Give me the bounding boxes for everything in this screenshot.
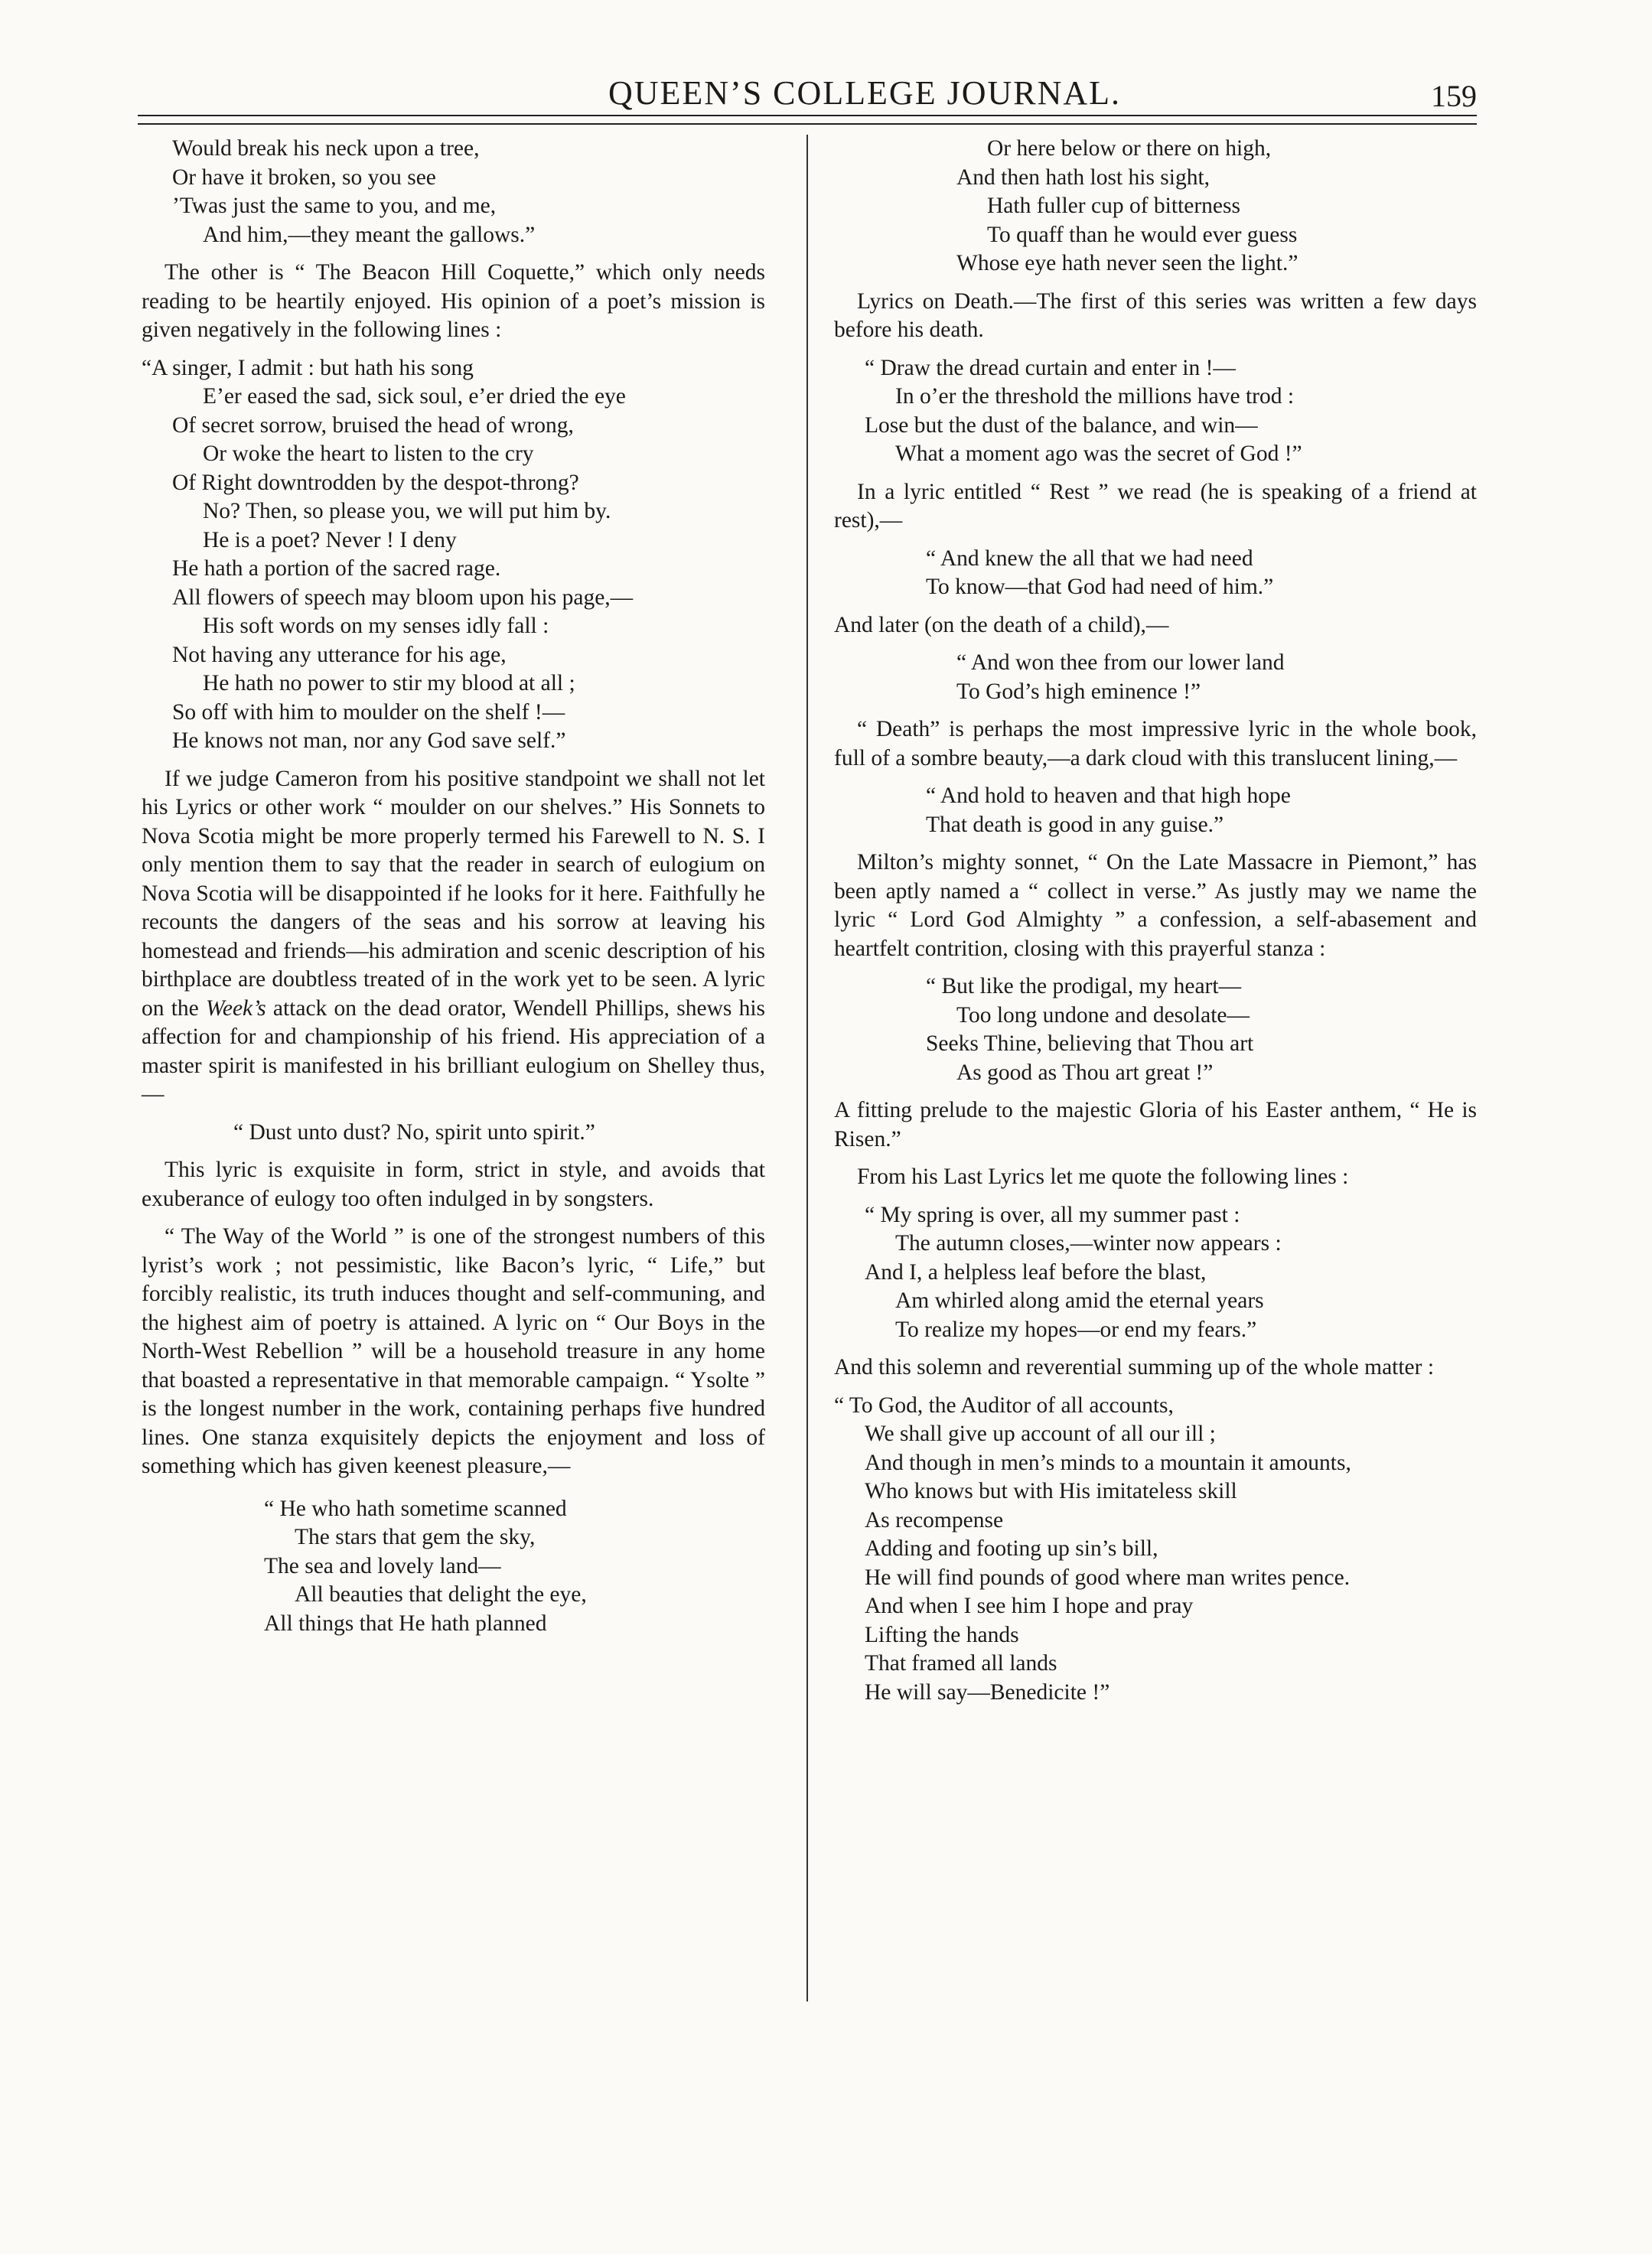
poem-line: Adding and footing up sin’s bill, [865,1536,1158,1561]
poem-line: Of secret sorrow, bruised the head of wrong, [172,412,574,438]
poem-spring [834,1201,1477,1345]
paragraph: “ The Way of the World ” is one of the strongest numbers of this lyrist’s work ; not pessimistic, like Bacon’s lyric, “ Life,” but forcibly realistic, its truth induces thought and self-communing, and the highest aim of poetry is attained. A lyric on “ Our Boys in the North-West Rebellion ” will be a household treasure in any home that boasted a representative in that memorable campaign. “ Ysolte ” is the longest number in the work, containing perhaps five hundred lines. One stanza exquisitely depicts the enjoyment and loss of something which has given keenest pleasure,— [142,1224,765,1478]
poem-line: That framed all lands [865,1651,1057,1676]
italic-title: Week’s [205,995,266,1021]
journal-title: QUEEN’S COLLEGE JOURNAL. [608,74,1122,112]
paragraph: In a lyric entitled “ Rest ” we read (he is speaking of a friend at rest),— [834,479,1477,533]
poem-line: Lifting the hands [865,1622,1019,1647]
poem-line: “ And hold to heaven and that high hope [926,783,1291,808]
page-header [138,73,1477,119]
left-column [142,135,765,1647]
poem-line: So off with him to moulder on the shelf !— [172,699,565,725]
poem-line: “ My spring is over, all my summer past : [865,1202,1240,1227]
poem-line: He hath no power to stir my blood at all ; [203,671,575,695]
paragraph: Milton’s mighty sonnet, “ On the Late Massacre in Piemont,” has been aptly named a “ collect in verse.” As justly may we name the lyric “ Lord God Almighty ” a confession, a self-abasement and heartfelt contrition, closing with this prayerful stanza : [834,850,1477,961]
poem-line: And then hath lost his sight, [956,164,1210,190]
poem-auditor [834,1392,1477,1708]
poem-line: All beauties that delight the eye, [295,1582,587,1607]
poem-line: And I, a helpless leaf before the blast, [865,1259,1207,1285]
poem-line: That death is good in any guise.” [926,812,1224,837]
poem-gallows-ending [142,135,765,249]
poem-line: Or have it broken, so you see [172,164,436,190]
poem-line: To realize my hopes—or end my fears.” [895,1317,1257,1342]
poem-line: To quaff than he would ever guess [987,222,1298,247]
poem-prodigal [834,972,1477,1087]
quote-shelley [142,1119,765,1148]
paragraph-text: attack on the dead orator, Wendell Phillips, shews his affection for and championship of his friend. His appreciation of a master spirit is manifested in his brilliant eulogium on Shelley thus,— [142,995,765,1106]
poem-line: “ He who hath sometime scanned [264,1496,567,1521]
poem-line: Who knows but with His imitateless skill [865,1479,1237,1503]
poem-death [834,782,1477,839]
poem-line: No? Then, so please you, we will put him by. [203,499,611,523]
header-rule-bottom [138,123,1477,125]
poem-line: Whose eye hath never seen the light.” [956,251,1298,275]
poem-line: Or woke the heart to listen to the cry [203,441,534,466]
poem-line: He hath a portion of the sacred rage. [172,556,501,581]
poem-rest [834,545,1477,602]
poem-line: “ To God, the Auditor of all accounts, [834,1392,1174,1418]
poem-line: In o’er the threshold the millions have trod : [895,384,1295,409]
poem-line: We shall give up account of all our ill ; [865,1422,1216,1446]
page-number: 159 [1431,79,1477,113]
paragraph: This lyric is exquisite in form, strict in style, and avoids that exuberance of eulogy too often indulged in by songsters. [142,1158,765,1211]
paragraph-text: If we judge Cameron from his positive standpoint we shall not let his Lyrics or other work “ moulder on our shelves.” His Sonnets to Nova Scotia might be more properly termed his Farewell to N. S. I only mention them to say that the reader in search of eulogium on Nova Scotia will be disappointed if he looks for it here. Faithfully he recounts the dangers of the seas and his sorrow at leaving his homestead and friends—his admiration and scenic description of his birthplace are doubtless treated of in the work yet to be seen. A lyric on the [142,766,765,1021]
poem-line: Too long undone and desolate— [956,1002,1250,1028]
poem-line: To God’s high eminence !” [956,679,1201,704]
header-rule-top [138,115,1477,116]
paragraph: “ Death” is perhaps the most impressive lyric in the whole book, full of a sombre beauty,—a dark cloud with this translucent lining,— [834,717,1477,770]
poem-line: The sea and lovely land— [264,1553,501,1578]
poem-line: His soft words on my senses idly fall : [203,614,549,638]
poem-line: Seeks Thine, believing that Thou art [926,1031,1254,1056]
poem-line: E’er eased the sad, sick soul, e’er dried the eye [203,384,626,409]
poem-ysolte [142,1495,765,1639]
column-divider [806,135,808,2002]
paragraph: And this solemn and reverential summing up of the whole matter : [834,1355,1435,1379]
poem-child [834,649,1477,706]
poem-line: Or here below or there on high, [987,136,1272,161]
poem-line: “ And knew the all that we had need [926,546,1253,571]
paragraph: From his Last Lyrics let me quote the following lines : [857,1164,1349,1189]
poem-line: The autumn closes,—winter now appears : [895,1231,1282,1256]
poem-line: He is a poet? Never ! I deny [203,527,457,552]
poem-ysolte-continued [834,135,1477,278]
poem-line: “A singer, I admit : but hath his song [142,355,474,380]
poem-line: And him,—they meant the gallows.” [203,222,536,247]
poem-line: ’Twas just the same to you, and me, [172,194,497,218]
poem-line: Hath fuller cup of bitterness [987,194,1240,218]
poem-line: As good as Thou art great !” [956,1060,1214,1085]
poem-line: “ Dust unto dust? No, spirit unto spirit.” [233,1119,595,1145]
paragraph: Lyrics on Death.—The first of this series was written a few days before his death. [834,288,1477,342]
poem-line: Would break his neck upon a tree, [172,136,480,161]
poem-line: What a moment ago was the secret of God !” [895,441,1302,466]
poem-line: To know—that God had need of him.” [926,575,1274,599]
paragraph: A fitting prelude to the majestic Gloria of his Easter anthem, “ He is Risen.” [834,1098,1477,1151]
poem-line: All things that He hath planned [264,1611,547,1636]
poem-line: He knows not man, nor any God save self.” [172,728,566,753]
poem-line: “ But like the prodigal, my heart— [926,974,1242,998]
poem-line: He will say—Benedicite !” [865,1679,1110,1705]
poem-line: And though in men’s minds to a mountain it amounts, [865,1450,1351,1475]
poem-line: “ Draw the dread curtain and enter in !— [865,355,1236,380]
poem-line: And when I see him I hope and pray [865,1594,1194,1618]
poem-line: Am whirled along amid the eternal years [895,1288,1264,1313]
paragraph: The other is “ The Beacon Hill Coquette,” which only needs reading to be heartily enjoyed. His opinion of a poet’s mission is given negatively in the following lines : [142,260,765,342]
poem-line: Of Right downtrodden by the despot-throng? [172,470,579,495]
poem-draw-curtain [834,354,1477,469]
poem-line: Lose but the dust of the balance, and win— [865,412,1258,438]
poem-line: The stars that gem the sky, [295,1525,536,1549]
poem-singer [142,354,765,756]
poem-line: Not having any utterance for his age, [172,642,507,667]
poem-line: All flowers of speech may bloom upon his page,— [172,585,634,610]
poem-line: He will find pounds of good where man writes pence. [865,1565,1351,1590]
poem-line: As recompense [865,1507,1004,1533]
paragraph: And later (on the death of a child),— [834,612,1169,637]
poem-line: “ And won thee from our lower land [956,650,1285,675]
paragraph [142,765,765,1109]
right-column [834,135,1477,1716]
